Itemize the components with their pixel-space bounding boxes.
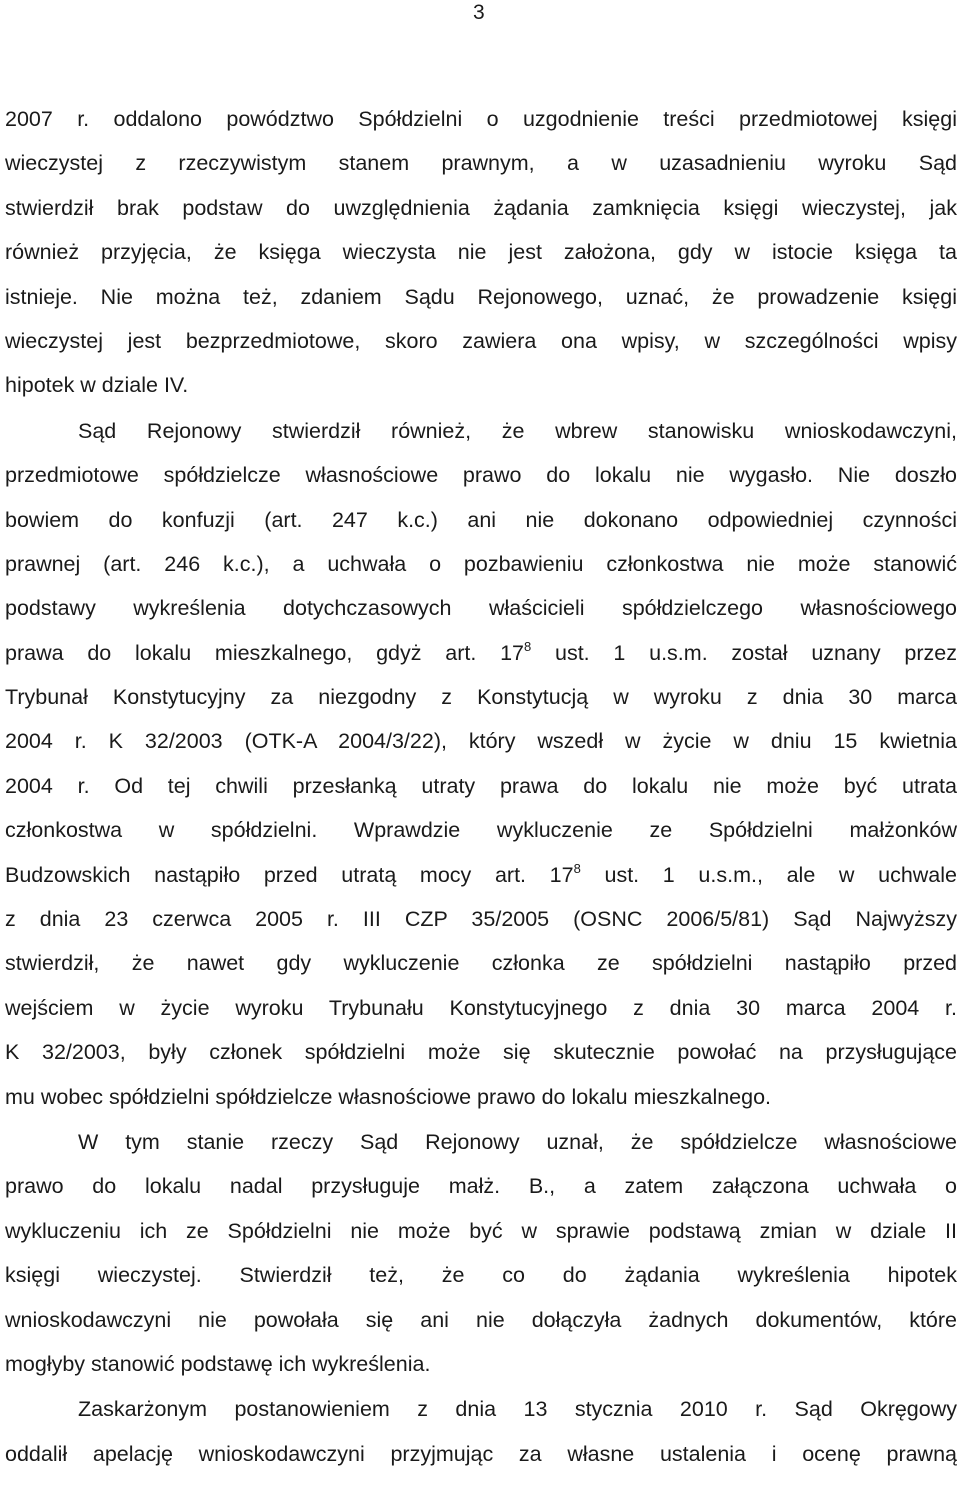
paragraph-3 — [5, 1120, 957, 1386]
text-fragment: ust. 1 u.s.m., ale w uchwale — [580, 862, 957, 887]
text-line: stwierdził, że nawet gdy wykluczenie członka ze spółdzielni nastąpiło przed — [5, 951, 957, 976]
text-line: 2004 r. Od tej chwili przesłanką utraty prawa do lokalu nie może być utrata — [5, 773, 957, 798]
text-line: hipotek w dziale IV. — [5, 373, 189, 398]
text-line: istnieje. Nie można też, zdaniem Sądu Rejonowego, uznać, że prowadzenie księgi — [5, 284, 957, 309]
text-line-with-superscript — [5, 853, 957, 897]
text-line: stwierdził brak podstaw do uwzględnienia żądania zamknięcia księgi wieczystej, jak — [5, 195, 957, 220]
text-line: W tym stanie rzeczy Sąd Rejonowy uznał, że spółdzielcze własnościowe — [78, 1129, 957, 1154]
text-line-with-superscript — [5, 631, 957, 675]
text-line: oddalił apelację wnioskodawczyni przyjmując za własne ustalenia i ocenę prawną — [5, 1441, 957, 1466]
text-line: wieczystej jest bezprzedmiotowe, skoro zawiera ona wpisy, w szczególności wpisy — [5, 328, 957, 353]
text-line: bowiem do konfuzji (art. 247 k.c.) ani nie dokonano odpowiedniej czynności — [5, 507, 957, 532]
paragraph-4 — [5, 1387, 957, 1476]
text-line: prawo do lokalu nadal przysługuje małż. B., a zatem załączona uchwała o — [5, 1174, 957, 1199]
text-fragment: prawa do lokalu mieszkalnego, gdyż art. 17 — [5, 640, 525, 665]
text-line: wejściem w życie wyroku Trybunału Konstytucyjnego z dnia 30 marca 2004 r. — [5, 995, 957, 1020]
document-body — [5, 97, 957, 1476]
text-line: przedmiotowe spółdzielcze własnościowe prawo do lokalu nie wygasło. Nie doszło — [5, 463, 957, 488]
text-line: również przyjęcia, że księga wieczysta nie jest założona, gdy w istocie księga ta — [5, 240, 957, 265]
text-line: mogłyby stanowić podstawę ich wykreślenia. — [5, 1351, 431, 1376]
paragraph-1 — [5, 97, 957, 408]
superscript: 8 — [573, 860, 581, 876]
text-line: wnioskodawczyni nie powołała się ani nie dołączyła żadnych dokumentów, które — [5, 1307, 957, 1332]
text-line: K 32/2003, były członek spółdzielni może się skutecznie powołać na przysługujące — [5, 1040, 957, 1065]
text-line: z dnia 23 czerwca 2005 r. III CZP 35/2005 (OSNC 2006/5/81) Sąd Najwyższy — [5, 907, 957, 932]
text-line: 2007 r. oddalono powództwo Spółdzielni o uzgodnienie treści przedmiotowej księgi — [5, 107, 957, 131]
text-line: 2004 r. K 32/2003 (OTK-A 2004/3/22), który wszedł w życie w dniu 15 kwietnia — [5, 729, 957, 754]
text-fragment: Budzowskich nastąpiło przed utratą mocy art. 17 — [5, 862, 574, 887]
text-line: Trybunał Konstytucyjny za niezgodny z Konstytucją w wyroku z dnia 30 marca — [5, 685, 957, 710]
superscript: 8 — [524, 638, 532, 654]
text-line: mu wobec spółdzielni spółdzielcze własnościowe prawo do lokalu mieszkalnego. — [5, 1084, 772, 1109]
paragraph-2 — [5, 409, 957, 1119]
page-number: 3 — [473, 1, 485, 24]
text-line: członkostwa w spółdzielni. Wprawdzie wykluczenie ze Spółdzielni małżonków — [5, 818, 957, 843]
text-line: podstawy wykreślenia dotychczasowych właścicieli spółdzielczego własnościowego — [5, 596, 957, 621]
text-line: wieczystej z rzeczywistym stanem prawnym, a w uzasadnieniu wyroku Sąd — [5, 151, 957, 176]
text-line: księgi wieczystej. Stwierdził też, że co do żądania wykreślenia hipotek — [5, 1263, 957, 1288]
text-line: prawnej (art. 246 k.c.), a uchwała o pozbawieniu członkostwa nie może stanowić — [5, 551, 957, 576]
text-line: wykluczeniu ich ze Spółdzielni nie może być w sprawie podstawą zmian w dziale II — [5, 1218, 957, 1243]
text-fragment: ust. 1 u.s.m. został uznany przez — [531, 640, 958, 665]
text-line: Sąd Rejonowy stwierdził również, że wbrew stanowisku wnioskodawczyni, — [78, 418, 957, 443]
text-line: Zaskarżonym postanowieniem z dnia 13 stycznia 2010 r. Sąd Okręgowy — [78, 1397, 957, 1422]
